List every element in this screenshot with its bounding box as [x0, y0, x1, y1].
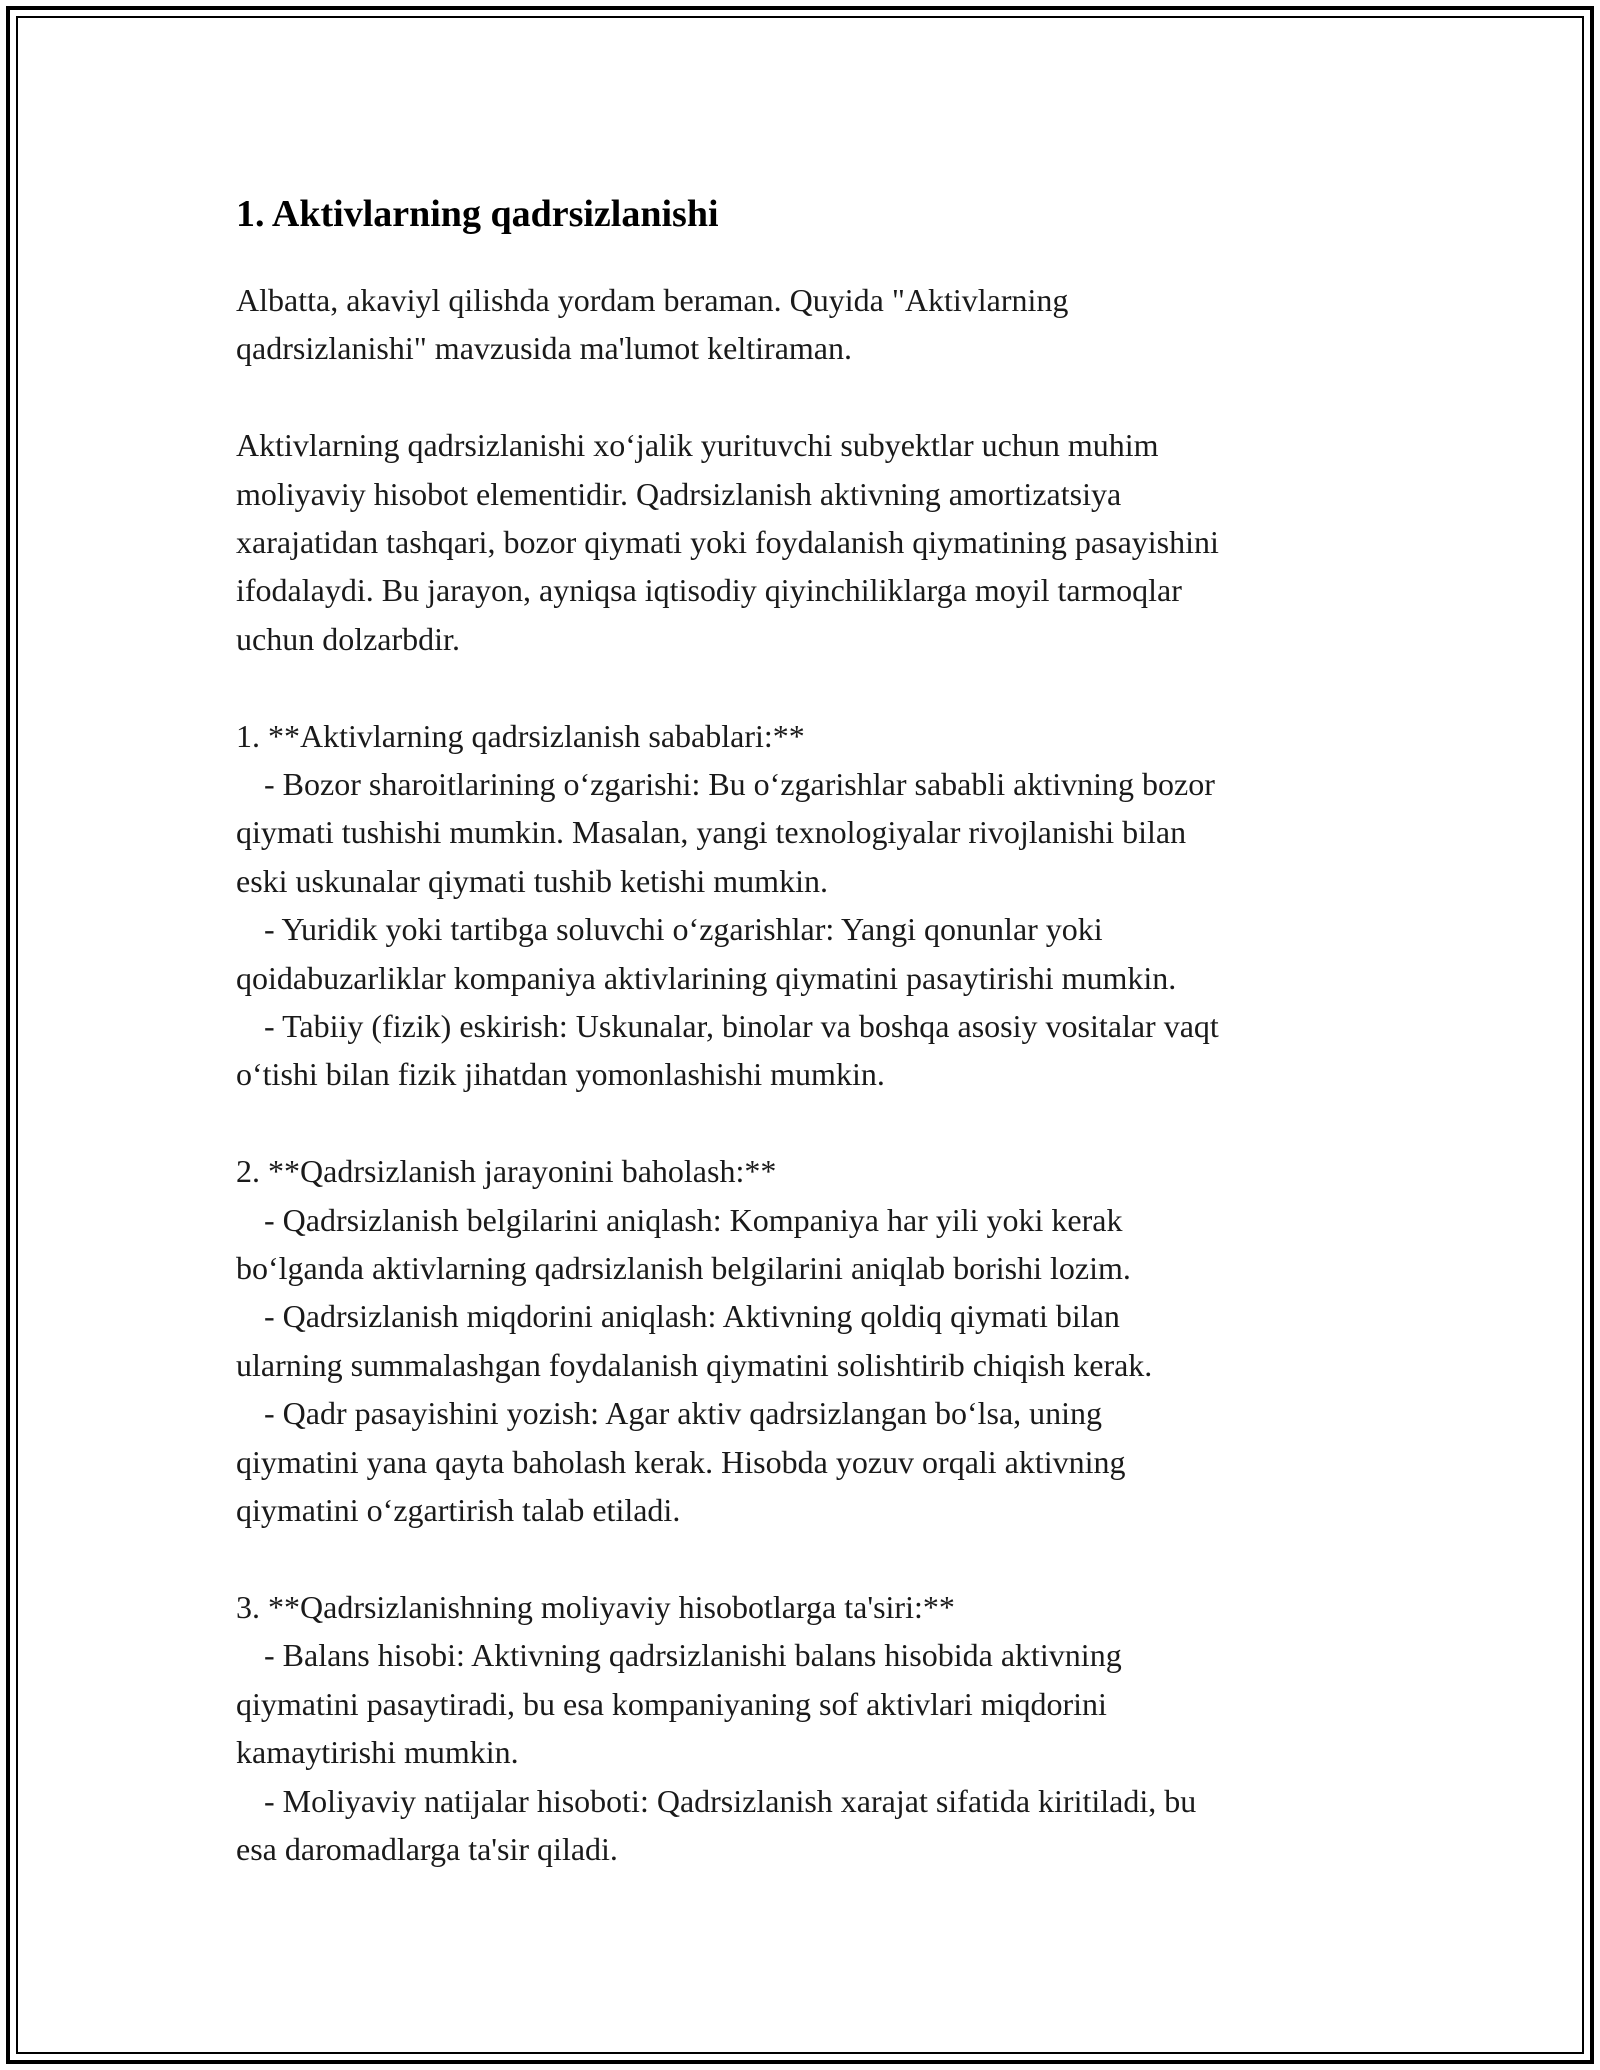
document-body: [236, 178, 1376, 1873]
paragraph-gap: [236, 1099, 1376, 1147]
text-line: bo‘lganda aktivlarning qadrsizlanish belgilarini aniqlab borishi lozim.: [236, 1250, 1131, 1287]
intro-paragraph: [236, 276, 1376, 373]
document-title: 1. Aktivlarning qadrsizlanishi: [236, 193, 719, 235]
text-line: ifodalaydi. Bu jarayon, ayniqsa iqtisodiy qiyinchiliklarga moyil tarmoqlar: [236, 572, 1182, 609]
text-line: Albatta, akaviyl qilishda yordam beraman. Quyida "Aktivlarning: [236, 282, 1069, 318]
text-line: xarajatidan tashqari, bozor qiymati yoki foydalanish qiymatining pasayishini: [236, 524, 1219, 561]
text-line: Aktivlarning qadrsizlanishi xo‘jalik yurituvchi subyektlar uchun muhim: [236, 427, 1159, 464]
text-line: qiymatini yana qayta baholash kerak. Hisobda yozuv orqali aktivning: [236, 1443, 1126, 1480]
bullet-line: - Moliyaviy natijalar hisoboti: Qadrsizlanish xarajat sifatida kiritiladi, bu: [264, 1782, 1197, 1819]
bullet-line: - Qadr pasayishini yozish: Agar aktiv qadrsizlangan bo‘lsa, uning: [264, 1395, 1103, 1432]
section-assessment: [236, 1147, 1376, 1534]
text-line: o‘tishi bilan fizik jihatdan yomonlashishi mumkin.: [236, 1056, 885, 1093]
section-heading: 1. **Aktivlarning qadrsizlanish sabablari:**: [236, 717, 805, 754]
paragraph-gap: [236, 1535, 1376, 1583]
section-impact: [236, 1583, 1376, 1873]
bullet-line: - Bozor sharoitlarining o‘zgarishi: Bu o‘zgarishlar sababli aktivning bozor: [264, 766, 1215, 803]
text-line: uchun dolzarbdir.: [236, 620, 460, 657]
text-line: moliyaviy hisobot elementidir. Qadrsizlanish aktivning amortizatsiya: [236, 475, 1122, 512]
text-line: qoidabuzarliklar kompaniya aktivlarining qiymatini pasaytirishi mumkin.: [236, 959, 1177, 996]
bullet-line: - Qadrsizlanish belgilarini aniqlash: Kompaniya har yili yoki kerak: [264, 1201, 1123, 1238]
paragraph-gap: [236, 373, 1376, 421]
section-heading: 3. **Qadrsizlanishning moliyaviy hisobotlarga ta'siri:**: [236, 1588, 955, 1625]
bullet-line: - Qadrsizlanish miqdorini aniqlash: Aktivning qoldiq qiymati bilan: [264, 1298, 1120, 1335]
text-line: qiymatini o‘zgartirish talab etiladi.: [236, 1492, 681, 1529]
text-line: qiymatini pasaytiradi, bu esa kompaniyaning sof aktivlari miqdorini: [236, 1685, 1107, 1722]
paragraph-gap: [236, 663, 1376, 711]
text-line: eski uskunalar qiymati tushib ketishi mumkin.: [236, 862, 828, 899]
text-line: esa daromadlarga ta'sir qiladi.: [236, 1830, 618, 1867]
section-heading: 2. **Qadrsizlanish jarayonini baholash:**: [236, 1153, 777, 1190]
bullet-line: - Yuridik yoki tartibga soluvchi o‘zgarishlar: Yangi qonunlar yoki: [264, 911, 1103, 948]
bullet-line: - Balans hisobi: Aktivning qadrsizlanishi balans hisobida aktivning: [264, 1637, 1122, 1674]
section-causes: [236, 712, 1376, 1099]
text-line: qadrsizlanishi" mavzusida ma'lumot keltiraman.: [236, 330, 852, 367]
bullet-line: - Tabiiy (fizik) eskirish: Uskunalar, binolar va boshqa asosiy vositalar vaqt: [264, 1008, 1219, 1045]
overview-paragraph: [236, 421, 1376, 663]
text-line: qiymati tushishi mumkin. Masalan, yangi texnologiyalar rivojlanishi bilan: [236, 814, 1187, 851]
text-line: kamaytirishi mumkin.: [236, 1734, 519, 1771]
text-line: ularning summalashgan foydalanish qiymatini solishtirib chiqish kerak.: [236, 1346, 1153, 1383]
